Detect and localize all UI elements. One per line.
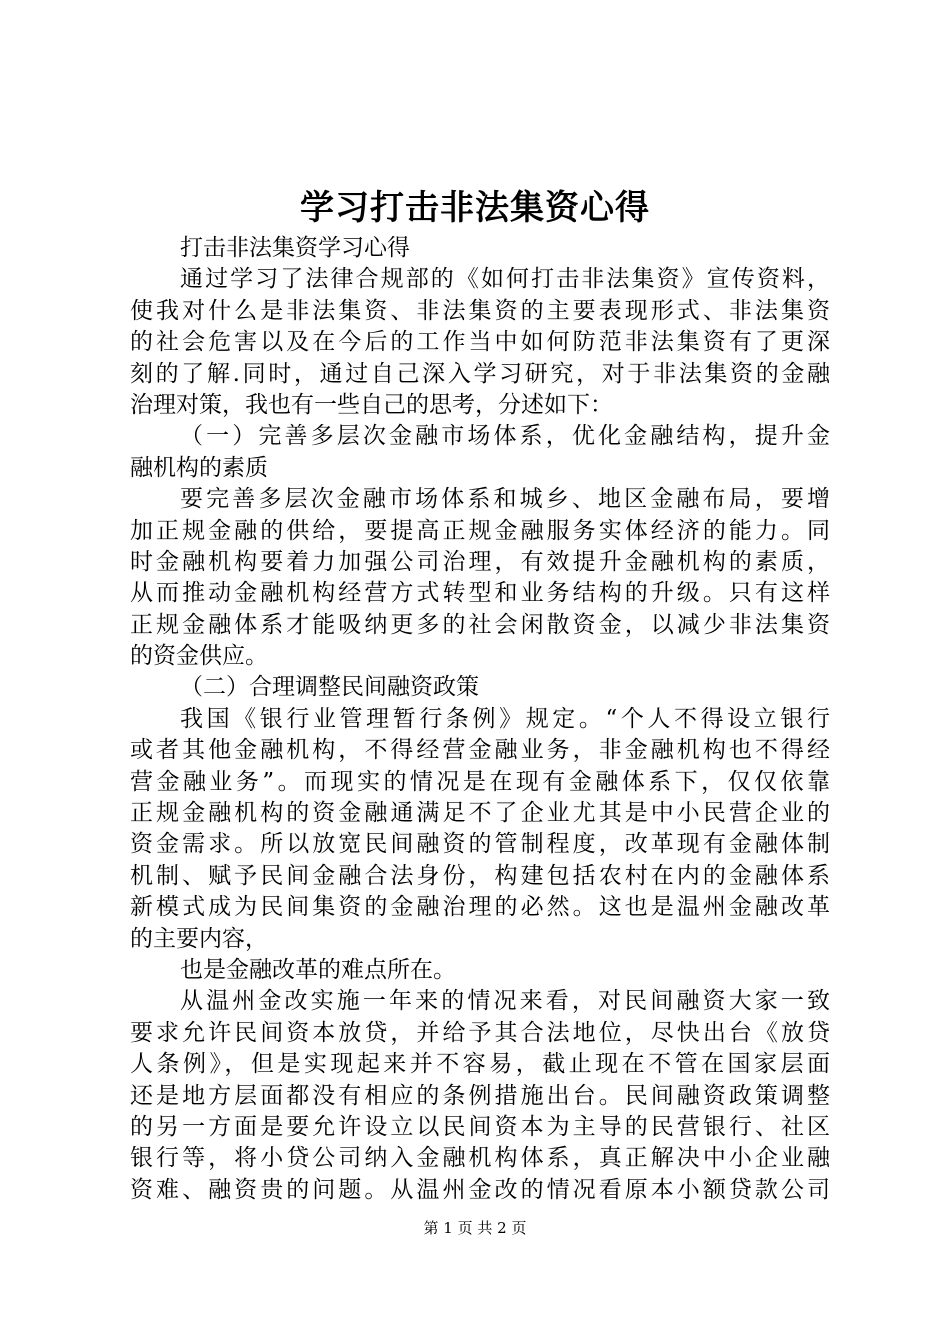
body-line: 正规金融机构的资金融通满足不了企业尤其是中小民营企业的 bbox=[130, 800, 830, 827]
body-line: 还是地方层面都没有相应的条例措施出台。民间融资政策调整 bbox=[130, 1082, 830, 1109]
body-line: 正规金融体系才能吸纳更多的社会闲散资金，以减少非法集资 bbox=[130, 611, 830, 638]
body-line: 加正规金融的供给，要提高正规金融服务实体经济的能力。同 bbox=[130, 517, 830, 544]
body-line: （二）合理调整民间融资政策 bbox=[180, 674, 479, 701]
body-line: 或者其他金融机构，不得经营金融业务，非金融机构也不得经 bbox=[130, 737, 830, 764]
body-line: 的社会危害以及在今后的工作当中如何防范非法集资有了更深 bbox=[130, 329, 830, 356]
body-line: 从而推动金融机构经营方式转型和业务结构的升级。只有这样 bbox=[130, 580, 830, 607]
body-line: 我国《银行业管理暂行条例》规定。“个人不得设立银行 bbox=[180, 705, 830, 732]
body-line: 打击非法集资学习心得 bbox=[180, 235, 410, 261]
body-line: 要完善多层次金融市场体系和城乡、地区金融布局，要增 bbox=[180, 486, 830, 513]
document-body bbox=[130, 233, 830, 1206]
body-line: 的资金供应。 bbox=[130, 643, 268, 670]
body-line: 银行等，将小贷公司纳入金融机构体系，真正解决中小企业融 bbox=[130, 1145, 830, 1172]
body-line: 治理对策，我也有一些自己的思考，分述如下： bbox=[130, 391, 613, 418]
body-line: 人条例》，但是实现起来并不容易，截止现在不管在国家层面 bbox=[130, 1051, 830, 1078]
body-line: 资金需求。所以放宽民间融资的管制程度，改革现有金融体制 bbox=[130, 831, 830, 858]
body-line: 要求允许民间资本放贷，并给予其合法地位，尽快出台《放贷 bbox=[130, 1019, 830, 1046]
body-line: 也是金融改革的难点所在。 bbox=[180, 956, 456, 983]
page-footer: 第 1 页 共 2 页 bbox=[423, 1219, 527, 1237]
body-line: 时金融机构要着力加强公司治理，有效提升金融机构的素质， bbox=[130, 548, 830, 575]
body-line: （一）完善多层次金融市场体系，优化金融结构，提升金 bbox=[180, 423, 830, 450]
body-line: 使我对什么是非法集资、非法集资的主要表现形式、非法集资 bbox=[130, 297, 830, 324]
document-title: 学习打击非法集资心得 bbox=[300, 188, 650, 228]
body-line: 通过学习了法律合规部的《如何打击非法集资》宣传资料， bbox=[180, 266, 830, 293]
body-line: 融机构的素质 bbox=[130, 454, 268, 481]
body-line: 的主要内容， bbox=[130, 925, 268, 952]
body-line: 刻的了解.同时，通过自己深入学习研究，对于非法集资的金融 bbox=[130, 360, 830, 387]
body-line: 机制、赋予民间金融合法身份，构建包括农村在内的金融体系 bbox=[130, 862, 830, 889]
body-line: 资难、融资贵的问题。从温州金改的情况看原本小额贷款公司 bbox=[130, 1176, 830, 1203]
body-line: 营金融业务”。而现实的情况是在现有金融体系下，仅仅依靠 bbox=[130, 768, 830, 795]
body-line: 从温州金改实施一年来的情况来看，对民间融资大家一致 bbox=[180, 988, 830, 1015]
body-line: 的另一方面是要允许设立以民间资本为主导的民营银行、社区 bbox=[130, 1113, 830, 1140]
body-line: 新模式成为民间集资的金融治理的必然。这也是温州金融改革 bbox=[130, 894, 830, 921]
